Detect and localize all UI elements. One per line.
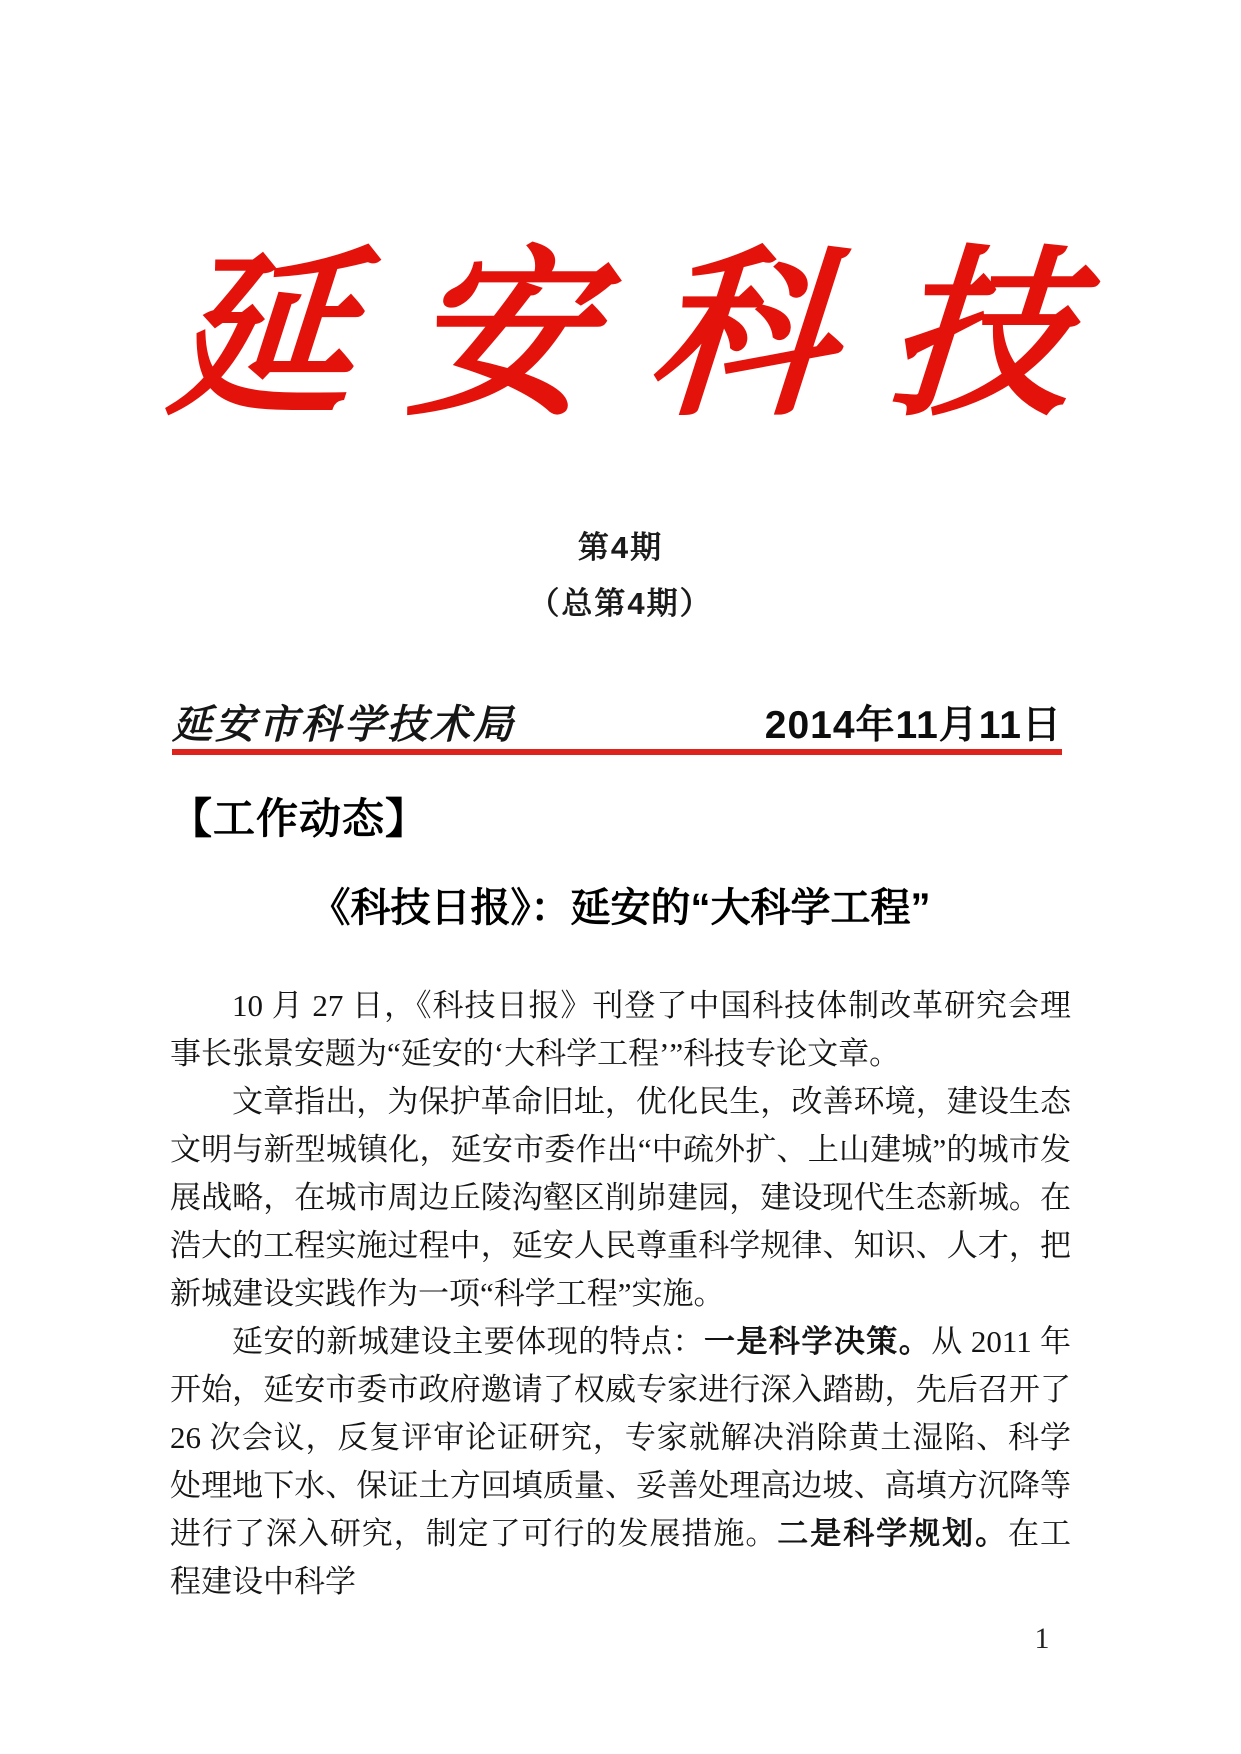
paragraph-text: 从 2011 年开始，延安市委市政府邀请了权威专家进行深入踏勘，先后召开了 26 次会议，反复评审论证研究，专家就解决消除黄土湿陷、科学处理地下水、保证土方回填质量、妥善处理高边坡、高填方沉降等进行了深入研究，制定了可行的发展措施。: [170, 1324, 1071, 1551]
page-number: 1: [1034, 1622, 1050, 1655]
publisher-organization: 延安市科学技术局: [172, 702, 516, 747]
issue-date: 2014年11月11日: [764, 704, 1062, 747]
body-paragraph-1: [170, 982, 1071, 1078]
bold-point-two: 二是科学规划。: [777, 1516, 1009, 1551]
paragraph-text: 在工程建设中科学: [170, 1516, 1072, 1599]
issue-total-number: （总第4期）: [528, 586, 713, 621]
paragraph-text: 延安的新城建设主要体现的特点：: [232, 1324, 704, 1359]
paragraph-text: 文章指出，为保护革命旧址，优化民生，改善环境，建设生态文明与新型城镇化，延安市委作出“中疏外扩、上山建城”的城市发展战略，在城市周边丘陵沟壑区削峁建园，建设现代生态新城。在浩大的工程实施过程中，延安人民尊重科学规律、知识、人才，把新城建设实践作为一项“科学工程”实施。: [170, 1084, 1071, 1311]
paragraph-text: 10 月 27 日，《科技日报》刊登了中国科技体制改革研究会理事长张景安题为“延安的‘大科学工程’”科技专论文章。: [170, 988, 1071, 1071]
body-paragraph-2: [170, 1078, 1071, 1318]
body-paragraph-3: [170, 1318, 1071, 1606]
newsletter-title: 延安科技: [163, 237, 1079, 438]
masthead-rule: [172, 749, 1062, 755]
masthead-row: [172, 696, 1062, 750]
article-title: 《科技日报》：延安的“大科学工程”: [310, 886, 931, 930]
issue-number: 第4期: [577, 530, 664, 565]
section-header: 【工作动态】: [170, 795, 429, 842]
article-body: [170, 982, 1071, 1606]
bold-point-one: 一是科学决策。: [703, 1324, 932, 1359]
